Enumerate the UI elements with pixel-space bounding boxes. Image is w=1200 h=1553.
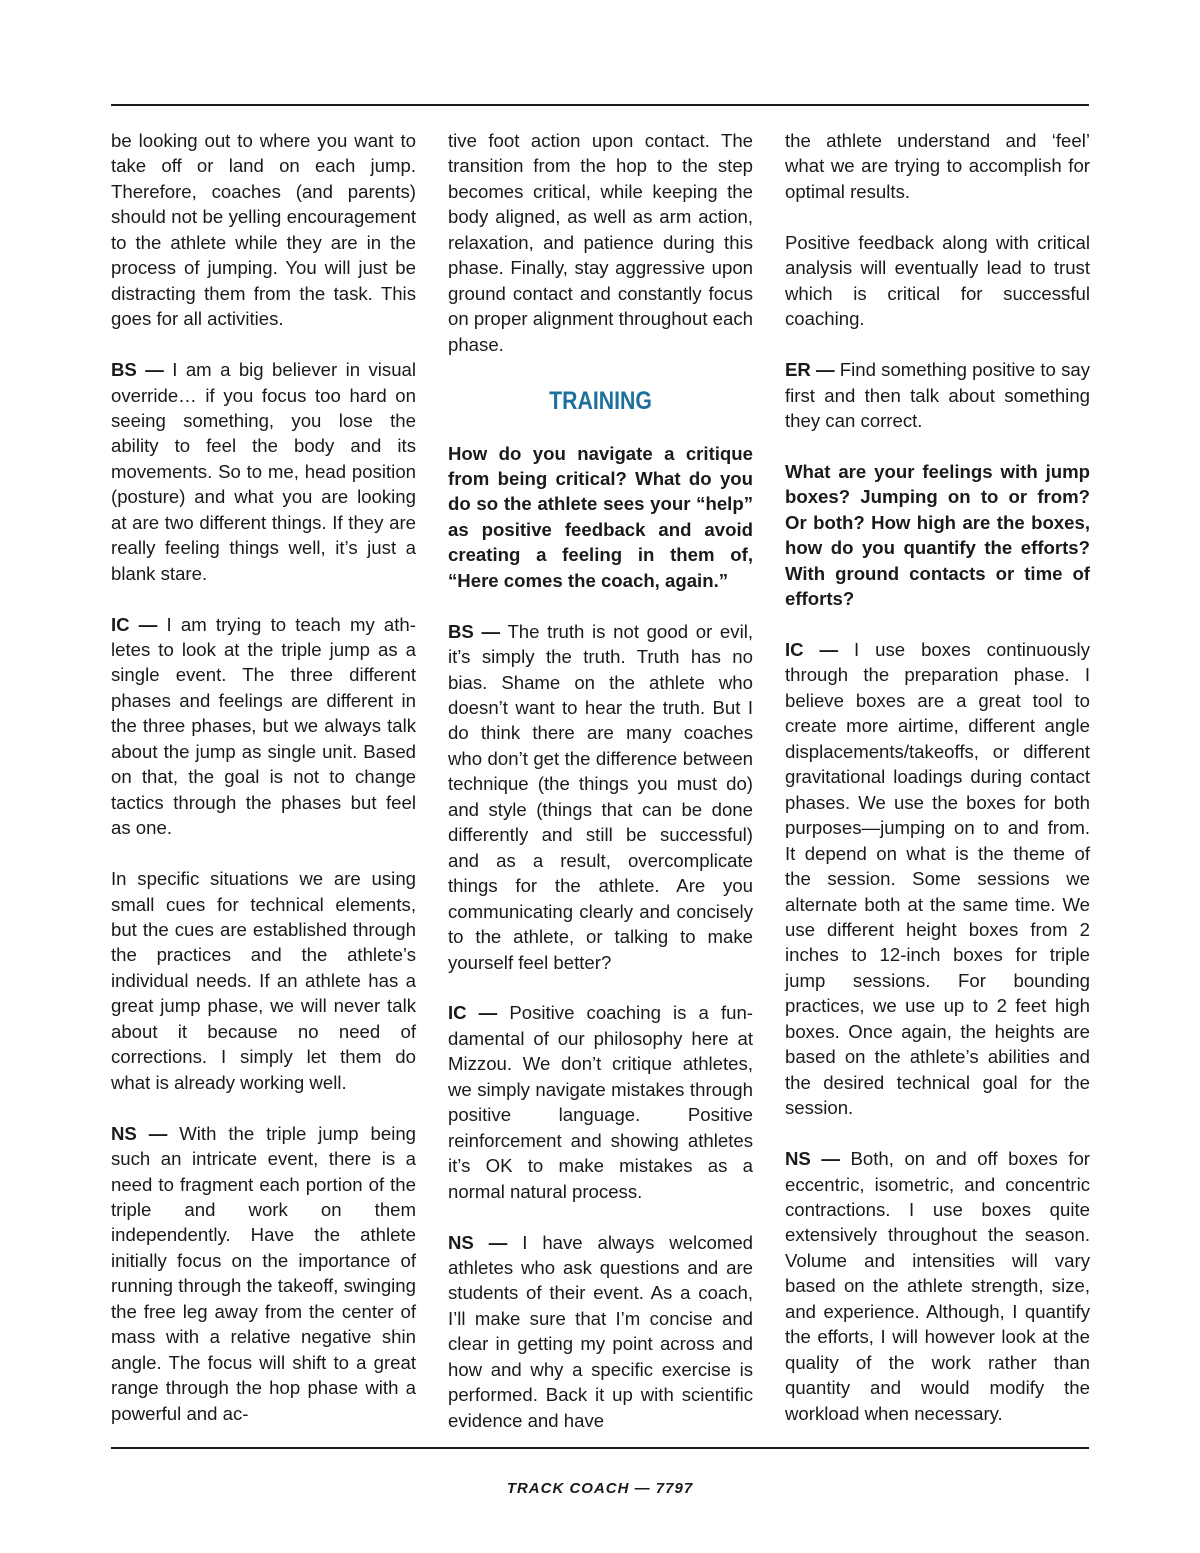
speaker-tag-ns: NS — (111, 1122, 168, 1144)
paragraph-text: I use boxes continuously through the preparation phase. I believe boxes are a great tool to create more airtime, different angle displacements/takeoffs, or different gravitational loadings during contact phases. We use the boxes for both purposes—jumping on to and from. It depend on what is the theme of the session. Some sessions we alternate both at the same time. We use different height boxes from 2 inches to 12-inch boxes for triple jump sessions. For bounding practices, we use up to 2 feet high boxes. Once again, the heights are based on the athlete’s abilities and the desired technical goal for the session. (785, 639, 1090, 1119)
speaker-tag-ns: NS — (448, 1231, 508, 1253)
speaker-tag-bs: BS — (111, 359, 164, 381)
speaker-tag-ic: IC — (448, 1002, 498, 1024)
paragraph-er (785, 357, 1090, 433)
section-title: TRAINING (549, 386, 652, 415)
paragraph-ns (111, 1121, 416, 1426)
column-1 (111, 128, 416, 1426)
speaker-tag-ic: IC — (785, 639, 839, 660)
paragraph-text: Both, on and off boxes for eccentric, isometric, and concentric contractions. I use boxes quite extensively throughout the season. Volume and intensities will vary based on the athlete strength, size, and experience. Although, I quantify the efforts, I will however look at the quality of the work rather than quantity and would modify the workload when necessary. (785, 1148, 1090, 1424)
paragraph-ns (448, 1230, 753, 1434)
paragraph-text: Find something positive to say first and then talk about something they can correct. (785, 359, 1091, 431)
paragraph-ic (785, 637, 1090, 1121)
paragraph (111, 866, 416, 1095)
paragraph-ns (785, 1146, 1090, 1426)
question: What are your feelings with jump boxes? Jumping on to or from? Or both? How high are the boxes, how do you quantify the efforts? With ground contacts or time of efforts? (785, 460, 1090, 610)
question: How do you navigate a critique from being critical? What do you do so the athlete sees your “help” as positive feedback and avoid creating a feeling in them of, “Here comes the coach, again.” (448, 442, 753, 591)
paragraph-text: Positive coaching is a fundamental of our philosophy here at Mizzou. We don’t critique athletes, we simply navigate mistakes through positive language. Positive reinforcement and showing athletes it’s OK to make mistakes as a normal natural process. (448, 1002, 753, 1202)
page-footer: TRACK COACH — 7797 (506, 1480, 694, 1497)
speaker-tag-ns: NS — (785, 1148, 840, 1170)
paragraph-bs (448, 619, 753, 975)
paragraph-text: With the triple jump being such an intricate event, there is a need to fragment each portion of the triple and work on them independently. Have the athlete initially focus on the importance of running through the takeoff, swinging the free leg away from the center of mass with a relative negative shin angle. The focus will shift to a great range through the hop phase with a powerful and ac- (111, 1122, 417, 1424)
paragraph (111, 128, 416, 332)
column-3 (785, 128, 1090, 1426)
paragraph-bs (111, 357, 416, 586)
paragraph-text: In specific situations we are using small cues for technical elements, but the cues are established through the practices and the athlete’s individual needs. If an athlete has a great jump phase, we will never talk about it because no need of corrections. I simply let them do what is already working well. (111, 868, 416, 1093)
paragraph (785, 230, 1090, 332)
paragraph-text: be looking out to where you want to take off or land on each jump. Therefore, coaches (and parents) should not be yelling encouragement to the athlete while they are in the process of jumping. You will just be distracting them from the task. This goes for all activities. (111, 130, 416, 330)
bottom-rule (111, 1447, 1089, 1449)
paragraph-text: tive foot action upon contact. The transition from the hop to the step becomes critical, while keeping the body aligned, as well as arm action, relaxation, and patience during this phase. Finally, stay aggressive upon ground contact and constantly focus on proper alignment throughout each phase. (448, 130, 753, 355)
paragraph-ic (448, 1000, 753, 1204)
paragraph (785, 128, 1090, 204)
paragraph-text: I am a big believer in visual override… if you focus too hard on seeing something, you lose the ability to feel the body and its movements. So to me, head position (posture) and what you are looking at are two different things. If they are really feeling things well, it’s just a blank stare. (111, 359, 417, 584)
paragraph-text: I have always welcomed athletes who ask questions and are students of their event. As a coach, I’ll make sure that I’m concise and clear in getting my point across and how and why a specific exercise is performed. Back it up with scientific evidence and have (448, 1231, 753, 1431)
paragraph-text: Positive feedback along with critical analysis will eventually lead to trust which is critical for successful coaching. (785, 231, 1090, 330)
column-2 (448, 128, 753, 1433)
paragraph (448, 128, 753, 357)
speaker-tag-bs: BS — (448, 620, 501, 642)
paragraph-text: I am trying to teach my athletes to look at the triple jump as a single event. The three different phases and feelings are different in the three phases, but we always talk about the jump as single unit. Based on that, the goal is not to change tactics through the phases but feel as one. (111, 613, 416, 839)
speaker-tag-ic: IC — (111, 613, 158, 635)
paragraph-ic (111, 612, 416, 841)
speaker-tag-er: ER — (785, 359, 835, 381)
top-rule (111, 104, 1089, 106)
paragraph-text: The truth is not good or evil, it’s simply the truth. Truth has no bias. Shame on the athlete who doesn’t want to hear the truth. But I do think there are many coaches who don’t get the difference between technique (the things you must do) and style (things that can be done differently and still be successful) and as a result, overcomplicate things for the athlete. Are you communicating clearly and concisely to the athlete, or talking to make yourself feel better? (448, 620, 754, 973)
paragraph-text: the athlete understand and ‘feel’ what we are trying to accomplish for optimal results. (785, 130, 1090, 202)
